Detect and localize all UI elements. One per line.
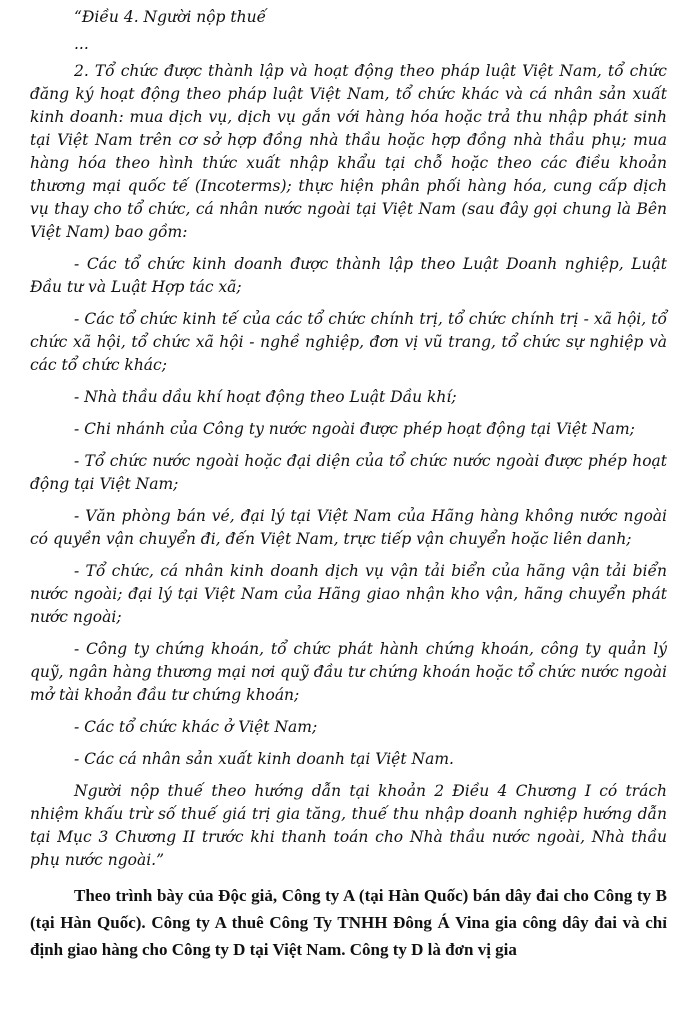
list-item: - Các tổ chức kinh tế của các tổ chức chính trị, tổ chức chính trị - xã hội, tổ chức xã hội, tổ chức xã hội - nghề nghiệp, đơn vị vũ trang, tổ chức sự nghiệp và các tổ chức khác;: [30, 310, 667, 374]
list-item: - Các cá nhân sản xuất kinh doanh tại Việt Nam.: [74, 750, 454, 768]
clause-2-paragraph: 2. Tổ chức được thành lập và hoạt động theo pháp luật Việt Nam, tổ chức đăng ký hoạt động theo pháp luật Việt Nam, tổ chức khác và cá nhân sản xuất kinh doanh: mua dịch vụ, dịch vụ gắn với hàng hóa hoặc trả thu nhập phát sinh tại Việt Nam trên cơ sở hợp đồng nhà thầu hoặc hợp đồng nhà thầu phụ; mua hàng hóa theo hình thức xuất nhập khẩu tại chỗ hoặc theo các điều khoản thương mại quốc tế (Incoterms); thực hiện phân phối hàng hóa, cung cấp dịch vụ thay cho tổ chức, cá nhân nước ngoài tại Việt Nam (sau đây gọi chung là Bên Việt Nam) bao gồm:: [30, 62, 667, 241]
list-item: - Chi nhánh của Công ty nước ngoài được phép hoạt động tại Việt Nam;: [74, 420, 635, 438]
list-item: - Công ty chứng khoán, tổ chức phát hành chứng khoán, công ty quản lý quỹ, ngân hàng thương mại nơi quỹ đầu tư chứng khoán hoặc tổ chức nước ngoài mở tài khoản đầu tư chứng khoán;: [30, 640, 667, 704]
list-item: - Tổ chức, cá nhân kinh doanh dịch vụ vận tải biển của hãng vận tải biển nước ngoài; đại lý tại Việt Nam của Hãng giao nhận kho vận, hãng chuyển phát nước ngoài;: [30, 562, 667, 626]
closing-quote-paragraph: Người nộp thuế theo hướng dẫn tại khoản 2 Điều 4 Chương I có trách nhiệm khấu trừ số thuế giá trị gia tăng, thuế thu nhập doanh nghiệp hướng dẫn tại Mục 3 Chương II trước khi thanh toán cho Nhà thầu nước ngoài, Nhà thầu phụ nước ngoài.”: [30, 782, 667, 869]
quoted-article-heading: “Điều 4. Người nộp thuế: [74, 8, 267, 26]
list-item: - Nhà thầu dầu khí hoạt động theo Luật Dầu khí;: [74, 388, 457, 406]
list-item: - Các tổ chức khác ở Việt Nam;: [74, 718, 318, 736]
list-item: - Văn phòng bán vé, đại lý tại Việt Nam của Hãng hàng không nước ngoài có quyền vận chuyển đi, đến Việt Nam, trực tiếp vận chuyển hoặc liên danh;: [30, 507, 667, 548]
list-item: - Tổ chức nước ngoài hoặc đại diện của tổ chức nước ngoài được phép hoạt động tại Việt Nam;: [30, 452, 667, 493]
list-item: - Các tổ chức kinh doanh được thành lập theo Luật Doanh nghiệp, Luật Đầu tư và Luật Hợp tác xã;: [30, 255, 667, 296]
answer-paragraph: Theo trình bày của Độc giả, Công ty A (tại Hàn Quốc) bán dây đai cho Công ty B (tại Hàn Quốc). Công ty A thuê Công Ty TNHH Đông Á Vina gia công dây đai và chỉ định giao hàng cho Công ty D tại Việt Nam. Công ty D là đơn vị gia: [30, 886, 667, 959]
ellipsis: ...: [74, 35, 89, 53]
